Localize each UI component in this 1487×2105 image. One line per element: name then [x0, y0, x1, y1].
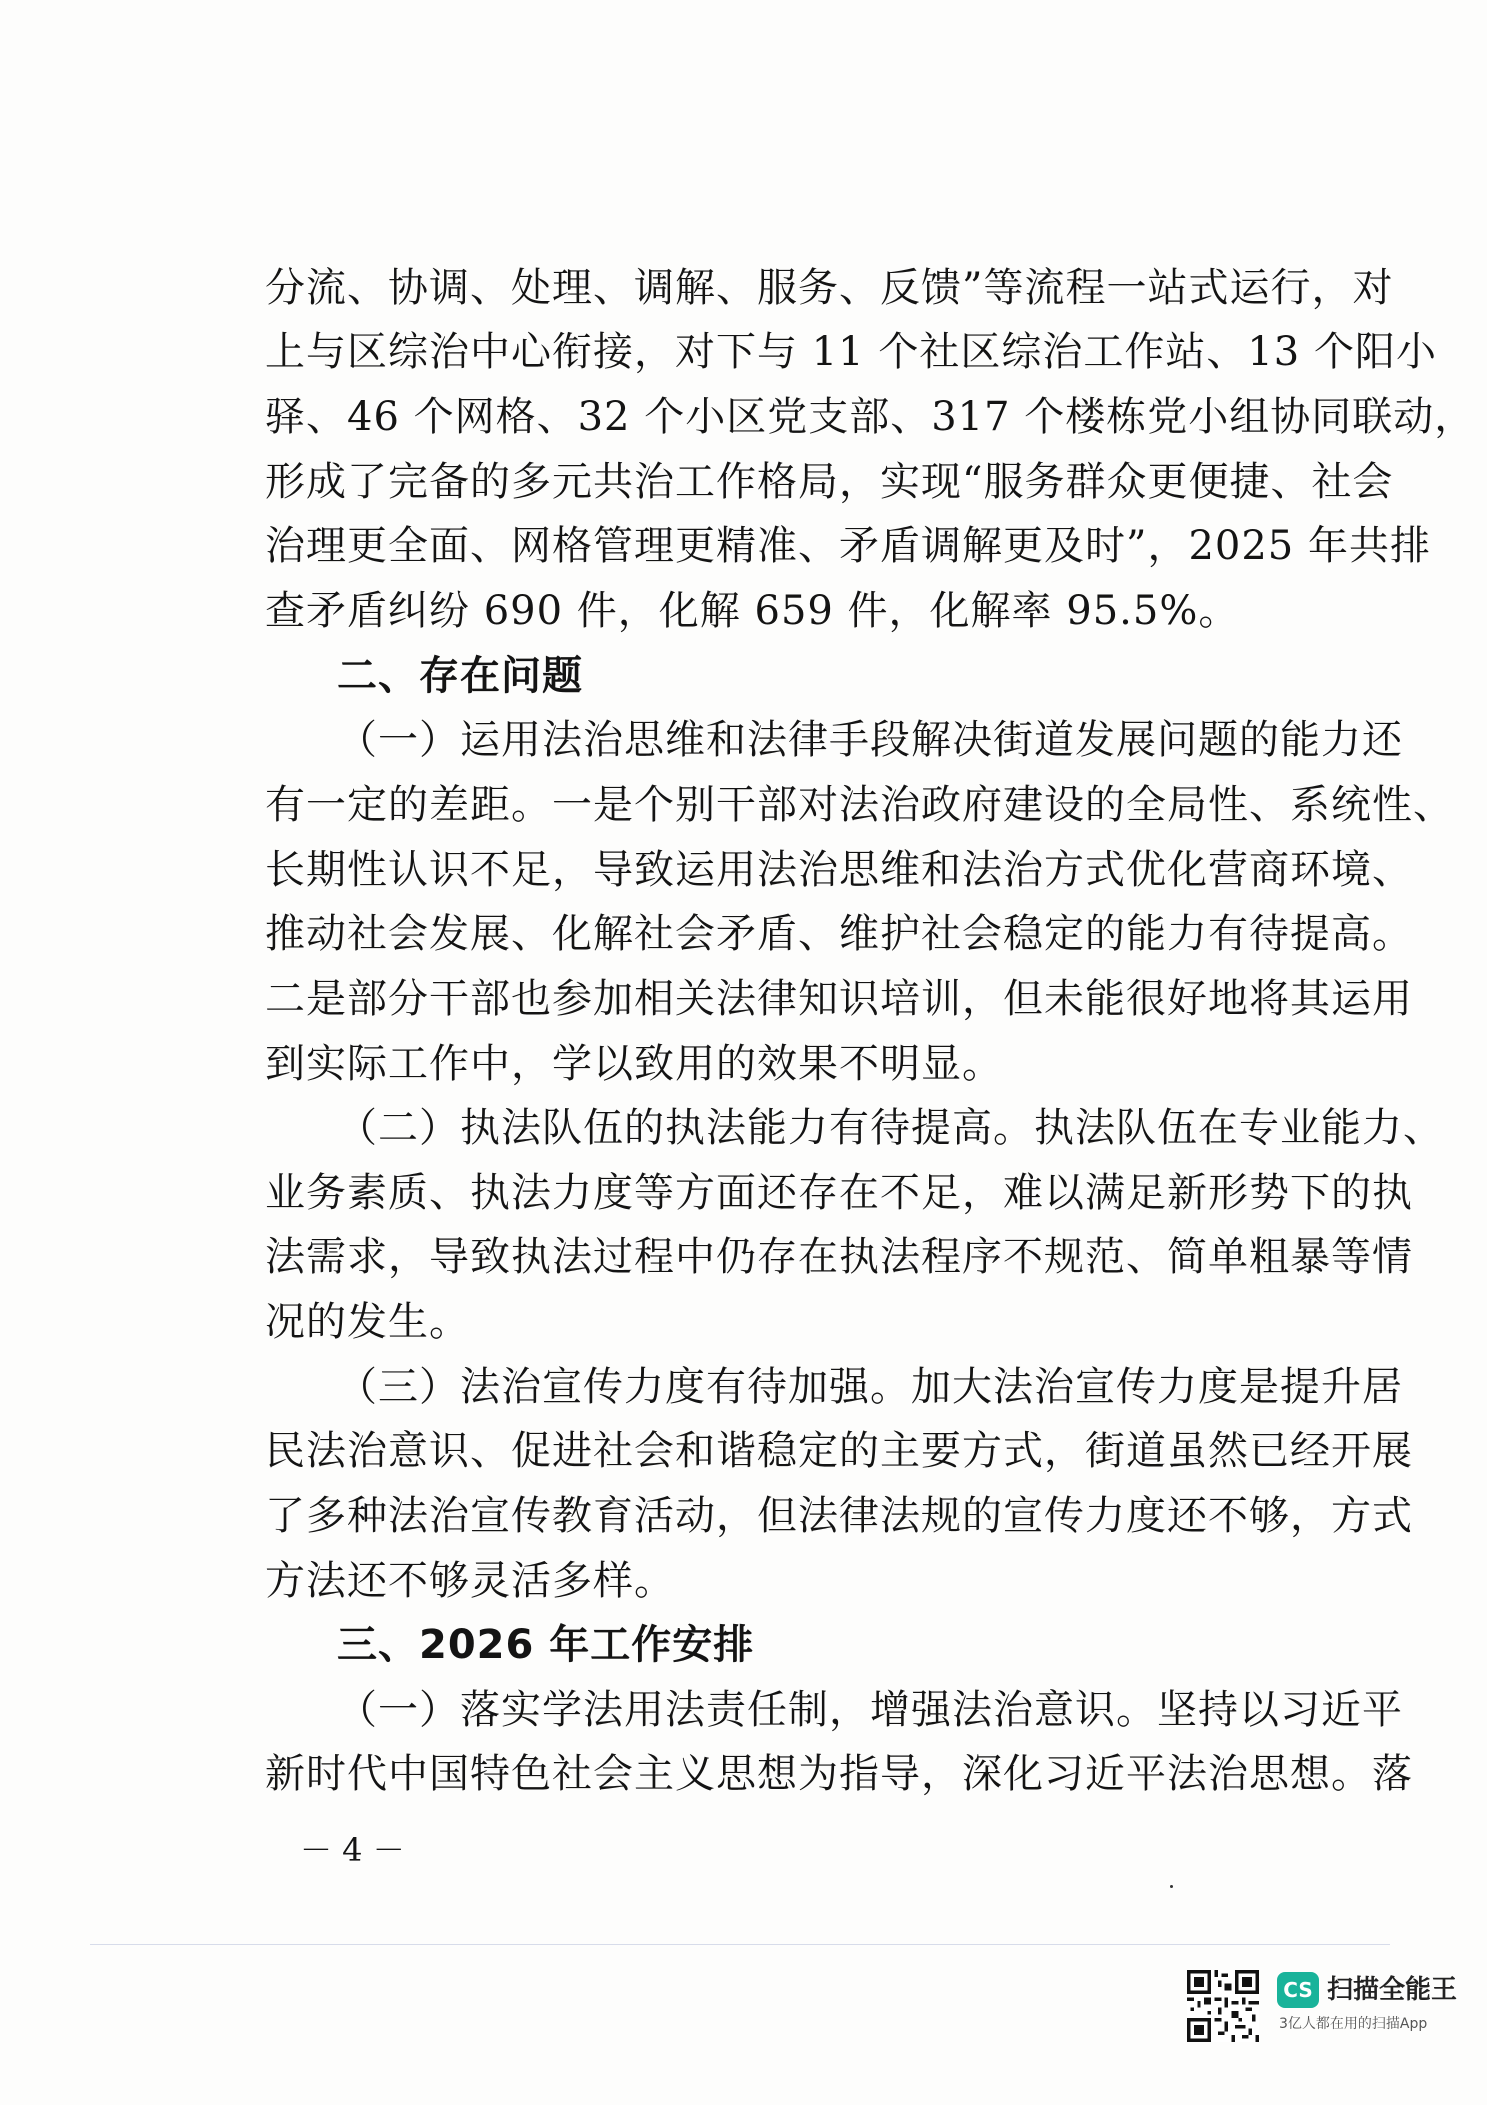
- qr-code-icon: [1187, 1970, 1259, 2042]
- body-line-8: （一）运用法治思维和法律手段解决街道发展问题的能力还: [337, 717, 1403, 763]
- body-line-3: 驿、46 个网格、32 个小区党支部、317 个楼栋党小组协同联动，: [265, 394, 1476, 440]
- footer-divider: [90, 1944, 1390, 1945]
- body-line-1: 分流、协调、处理、调解、服务、反馈”等流程一站式运行，对: [265, 265, 1394, 311]
- section-heading-plan: 三、2026 年工作安排: [337, 1622, 755, 1668]
- body-line-21: 方法还不够灵活多样。: [265, 1558, 675, 1604]
- body-line-6: 查矛盾纠纷 690 件，化解 659 件，化解率 95.5%。: [265, 588, 1240, 634]
- body-line-5: 治理更全面、网格管理更精准、矛盾调解更及时”，2025 年共排: [265, 523, 1431, 569]
- brand-tagline: 3亿人都在用的扫描App: [1279, 2016, 1428, 2032]
- body-line-2: 上与区综治中心衔接，对下与 11 个社区综治工作站、13 个阳小: [265, 329, 1437, 375]
- body-line-16: 法需求，导致执法过程中仍存在执法程序不规范、简单粗暴等情: [265, 1234, 1413, 1280]
- body-line-17: 况的发生。: [265, 1299, 470, 1345]
- body-line-15: 业务素质、执法力度等方面还存在不足，难以满足新形势下的执: [265, 1170, 1413, 1216]
- scanner-watermark: [1187, 1968, 1477, 2064]
- body-line-11: 推动社会发展、化解社会矛盾、维护社会稳定的能力有待提高。: [265, 911, 1413, 957]
- body-line-13: 到实际工作中，学以致用的效果不明显。: [265, 1041, 1003, 1087]
- body-line-9: 有一定的差距。一是个别干部对法治政府建设的全局性、系统性、: [265, 782, 1454, 828]
- page-number: － 4 －: [300, 1831, 405, 1869]
- body-line-24: 新时代中国特色社会主义思想为指导，深化习近平法治思想。落: [265, 1751, 1413, 1797]
- section-heading-problems: 二、存在问题: [337, 653, 583, 699]
- body-line-10: 长期性认识不足，导致运用法治思维和法治方式优化营商环境、: [265, 847, 1413, 893]
- brand-name: 扫描全能王: [1327, 1975, 1458, 2005]
- body-line-12: 二是部分干部也参加相关法律知识培训，但未能很好地将其运用: [265, 976, 1413, 1022]
- body-line-4: 形成了完备的多元共治工作格局，实现“服务群众更便捷、社会: [265, 459, 1394, 505]
- body-line-20: 了多种法治宣传教育活动，但法律法规的宣传力度还不够，方式: [265, 1493, 1413, 1539]
- camscanner-logo: CS: [1277, 1972, 1319, 2008]
- body-line-23: （一）落实学法用法责任制，增强法治意识。坚持以习近平: [337, 1687, 1403, 1733]
- body-line-14: （二）执法队伍的执法能力有待提高。执法队伍在专业能力、: [337, 1105, 1444, 1151]
- body-line-18: （三）法治宣传力度有待加强。加大法治宣传力度是提升居: [337, 1364, 1403, 1410]
- body-line-19: 民法治意识、促进社会和谐稳定的主要方式，街道虽然已经开展: [265, 1428, 1413, 1474]
- scan-speck: [1170, 1885, 1173, 1888]
